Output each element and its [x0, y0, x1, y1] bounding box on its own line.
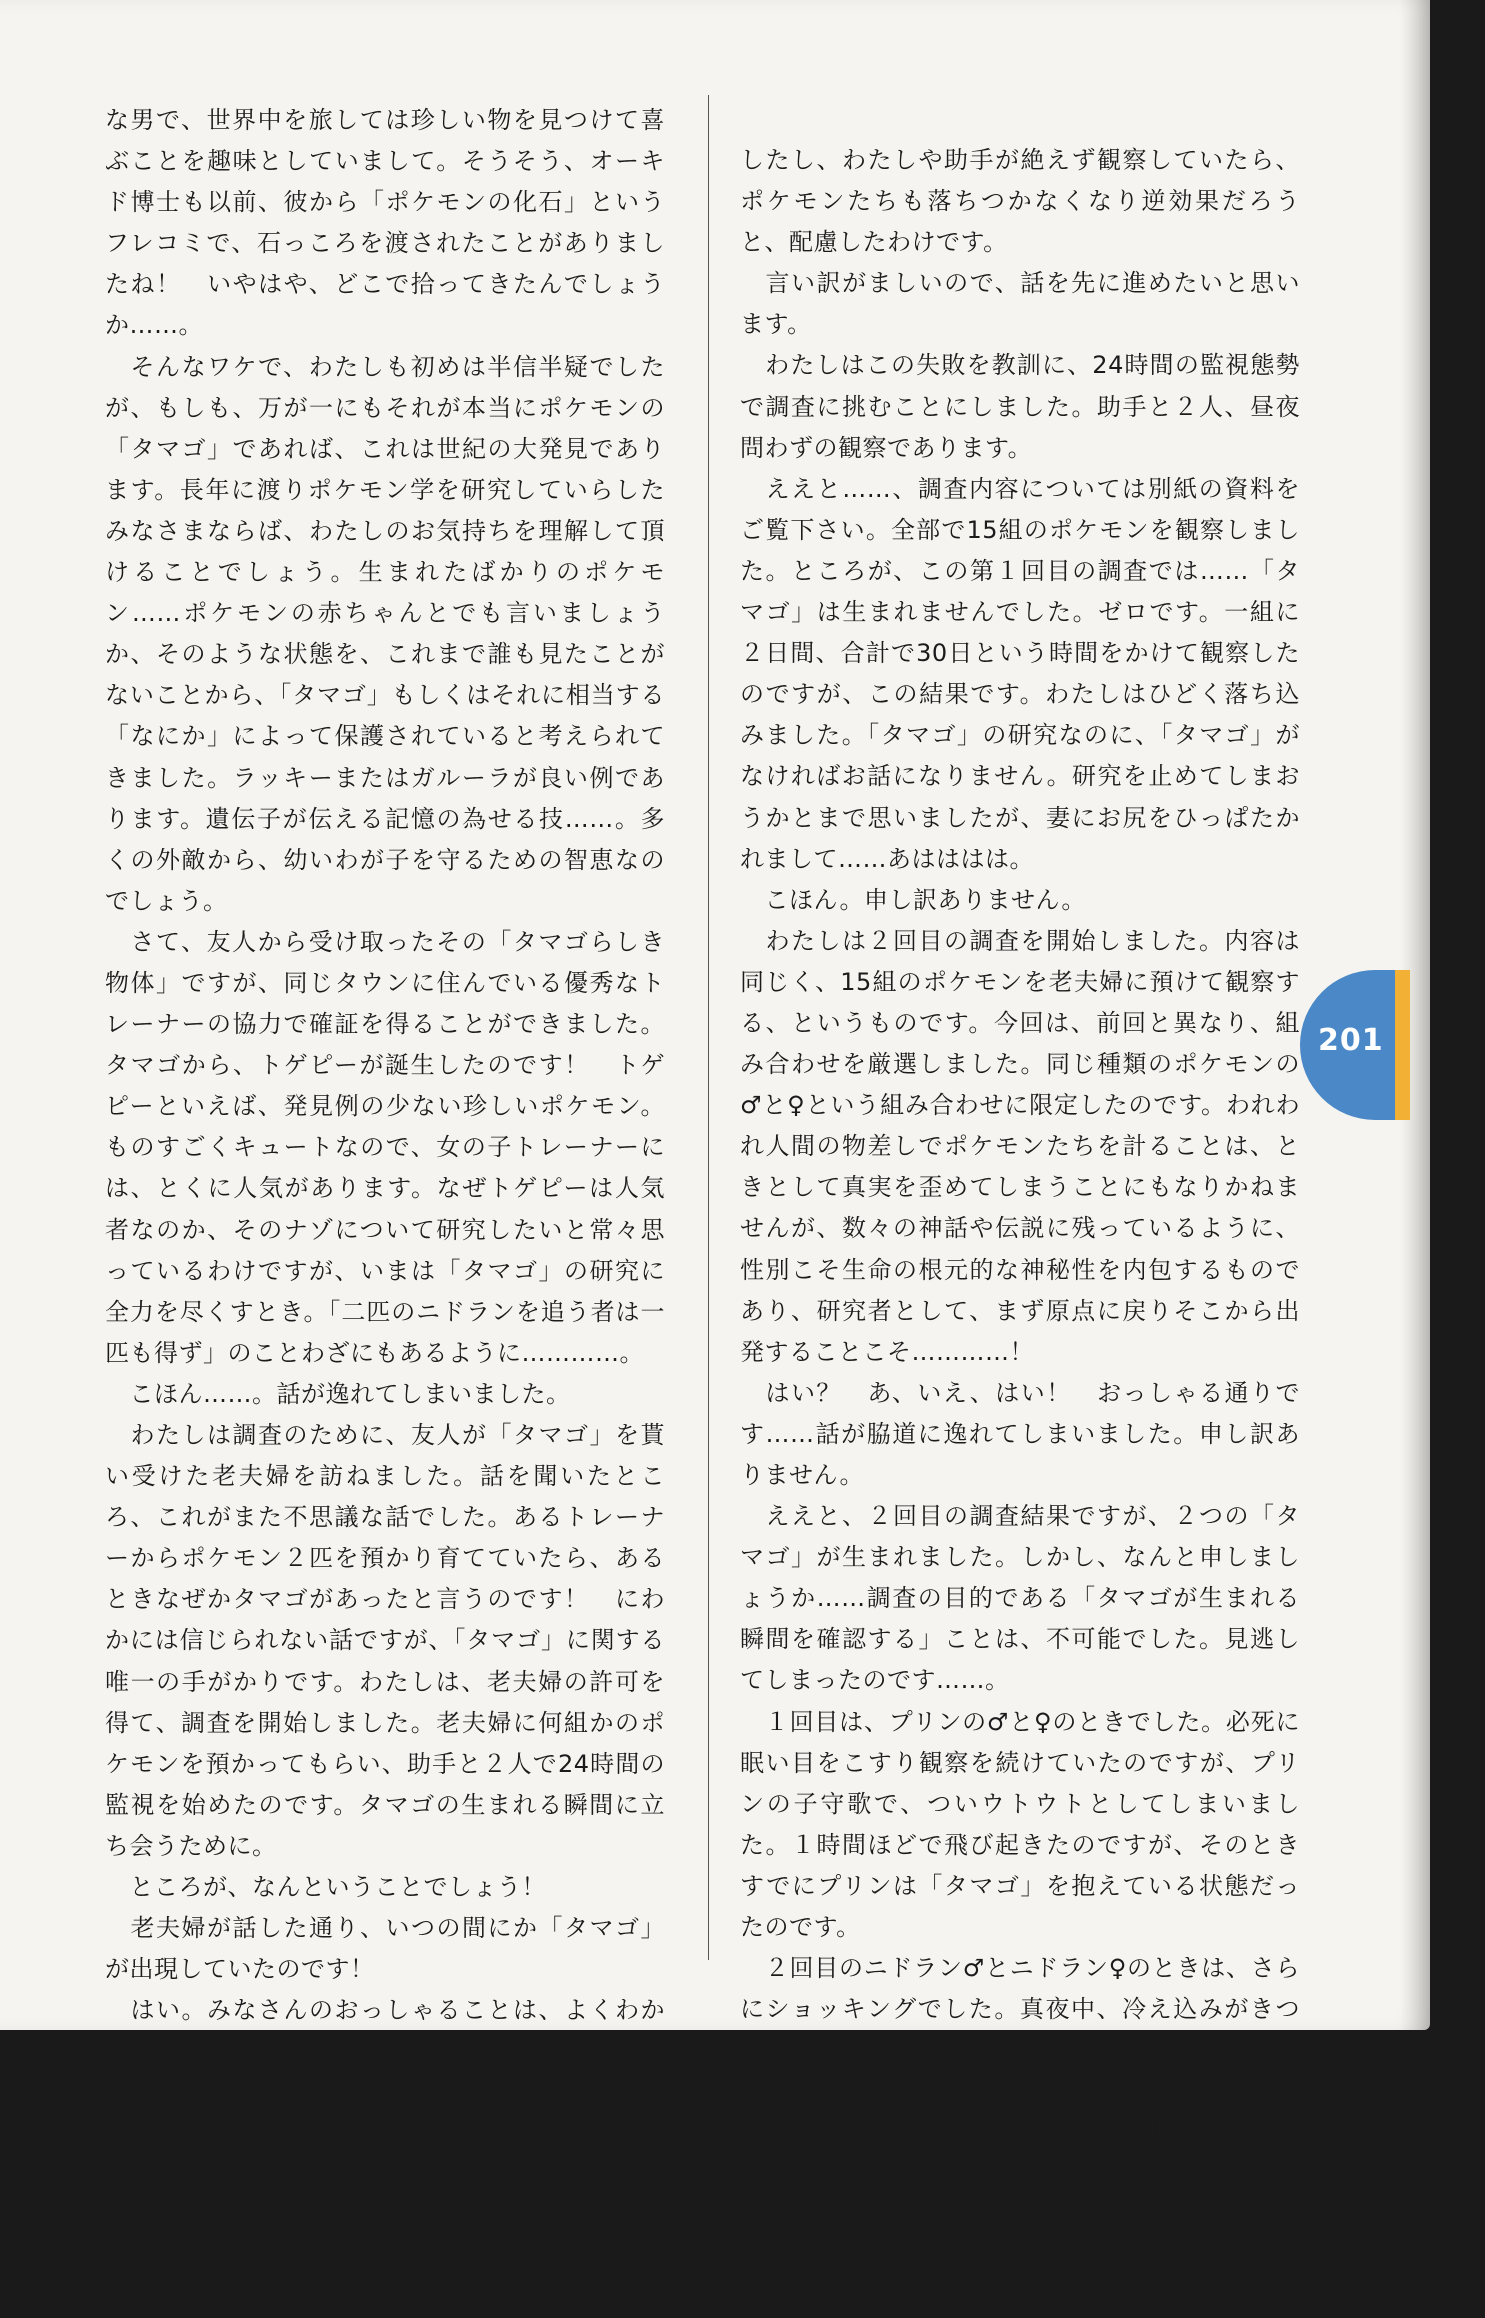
paragraph: ところが、なんということでしょう！ [105, 1873, 546, 1902]
paragraph: １回目は、プリンの♂と♀のときでした。必死に眠い目をこすり観察を続けていたのですが、プリンの子守歌で、ついウトウトとしてしまいました。１時間ほどで飛び起きたのですが、そのときすでにプリンは「タマゴ」を抱えている状態だったのです。 [740, 1707, 1300, 1942]
tab-accent-stripe [1395, 970, 1410, 1120]
paragraph: ……人間の気配を感じると、おそらく「タマゴ」 [740, 2282, 1304, 2311]
paragraph: さて、友人から受け取ったその「タマゴらしき物体」ですが、同じタウンに住んでいる優秀なトレーナーの協力で確証を得ることができました。タマゴから、トゲピーが誕生したのです！ トゲピーといえば、発見例の少ない珍しいポケモン。ものすごくキュートなので、女の子トレーナーには、とくに人気があります。なぜトゲピーは人気者なのか、そのナゾについて研究したいと常々思っているわけですが、いまは「タマゴ」の研究に全力を尽くすとき。「二匹のニドランを追う者は一匹も得ず」のことわざにもあるように…………。 [105, 927, 665, 1367]
right-text-column [740, 140, 1304, 2318]
page-number: 201 [1318, 1023, 1384, 1058]
paragraph: ええと……、調査内容については別紙の資料をご覧下さい。全部で15組のポケモンを観察しました。ところが、この第１回目の調査では……「タマゴ」は生まれませんでした。ゼロです。一組に２日間、合計で30日という時間をかけて観察したのですが、この結果です。わたしはひどく落ち込みました。「タマゴ」の研究なのに、「タマゴ」がなければお話になりません。研究を止めてしまおうかとまで思いましたが、妻にお尻をひっぱたかれまして……あはははは。 [740, 474, 1300, 873]
paragraph: わたしはこの失敗を教訓に、24時間の監視態勢で調査に挑むことにしました。助手と２人、昼夜問わずの観察であります。 [740, 351, 1300, 462]
paragraph: はい。みなさんのおっしゃることは、よくわかります。わたしが、なにか重大な見落としをしたのではないだろうか、と……。確かにその通りです。一朝一夕でタマゴが生まれるわけがないと考えていま [105, 1996, 665, 2189]
paragraph: はい？ あ、いえ、はい！ おっしゃる通りです……話が脇道に逸れてしまいました。申し訳ありません。 [740, 1378, 1300, 1489]
paragraph: 老夫婦が話した通り、いつの間にか「タマゴ」が出現していたのです！ [105, 1914, 665, 1984]
paragraph: そんなワケで、わたしも初めは半信半疑でしたが、もしも、万が一にもそれが本当にポケモンの「タマゴ」であれば、これは世紀の大発見であります。長年に渡りポケモン学を研究していらしたみなさまならば、わたしのお気持ちを理解して頂けることでしょう。生まれたばかりのポケモン……ポケモンの赤ちゃんとでも言いましょうか、そのような状態を、これまで誰も見たことがないことから、「タマゴ」もしくはそれに相当する「なにか」によって保護されていると考えられてきました。ラッキーまたはガルーラが良い例であります。遺伝子が伝える記憶の為せる技……。多くの外敵から、幼いわが子を守るための智恵なのでしょう。 [105, 352, 665, 915]
left-text-column [105, 100, 665, 2196]
paragraph: ２回目のニドラン♂とニドラン♀のときは、さらにショッキングでした。真夜中、冷え込みがきつくなったため、助手がトイレに行ったのです。目を離したのは５分くらいということです。ところが！ あったのです！「タマゴ」が出現していたのです！ それまで、なんの徴候もなかったのに、トイレに行った５分という短い時間にもかかわらず！ [740, 1954, 1300, 2270]
paragraph: こほん……。話が逸れてしまいました。 [105, 1379, 571, 1408]
paragraph: 言い訳がましいので、話を先に進めたいと思います。 [740, 269, 1300, 339]
paragraph: こほん。申し訳ありません。 [740, 885, 1086, 914]
paragraph: ええと、２回目の調査結果ですが、２つの「タマゴ」が生まれました。しかし、なんと申しましょうか……調査の目的である「タマゴが生まれる瞬間を確認する」ことは、不可能でした。見逃してしまったのです……。 [740, 1502, 1300, 1695]
column-divider [708, 95, 709, 1960]
paragraph: わたしは調査のために、友人が「タマゴ」を貰い受けた老夫婦を訪ねました。話を聞いたところ、これがまた不思議な話でした。あるトレーナーからポケモン２匹を預かり育てていたら、あるときなぜかタマゴがあったと言うのです！ にわかには信じられない話ですが、「タマゴ」に関する唯一の手がかりです。わたしは、老夫婦の許可を得て、調査を開始しました。老夫婦に何組かのポケモンを預かってもらい、助手と２人で24時間の監視を始めたのです。タマゴの生まれる瞬間に立ち会うために。 [105, 1421, 665, 1860]
paragraph: な男で、世界中を旅しては珍しい物を見つけて喜ぶことを趣味としていまして。そうそう、オーキド博士も以前、彼から「ポケモンの化石」というフレコミで、石っころを渡されたことがありましたね！ いやはや、どこで拾ってきたんでしょうか……。 [105, 106, 665, 340]
paragraph: わたしは２回目の調査を開始しました。内容は同じく、15組のポケモンを老夫婦に預けて観察する、というものです。今回は、前回と異なり、組み合わせを厳選しました。同じ種類のポケモンの♂と♀という組み合わせに限定したのです。われわれ人間の物差しでポケモンたちを計ることは、ときとして真実を歪めてしまうことにもなりかねませんが、数々の神話や伝説に残っているように、性別こそ生命の根元的な神秘性を内包するものであり、研究者として、まず原点に戻りそこから出発することこそ…………！ [740, 926, 1300, 1366]
paragraph: したし、わたしや助手が絶えず観察していたら、ポケモンたちも落ちつかなくなり逆効果だろうと、配慮したわけです。 [740, 146, 1300, 257]
